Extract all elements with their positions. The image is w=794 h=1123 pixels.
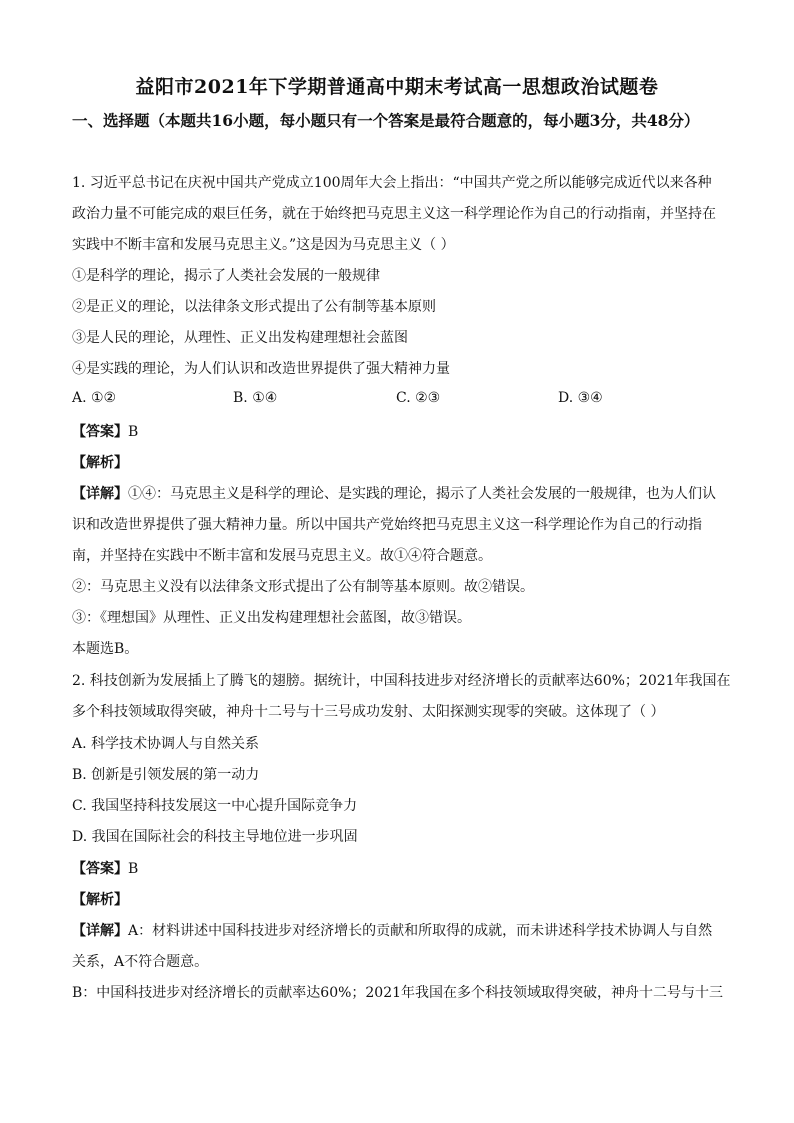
q1-detail-line-4: ②：马克思主义没有以法律条文形式提出了公有制等基本原则。故②错误。	[72, 579, 534, 595]
q1-item-4: ④是实践的理论，为人们认识和改造世界提供了强大精神力量	[72, 361, 450, 377]
q1-stem-line-3: 实践中不断丰富和发展马克思主义。”这是因为马克思主义（ ）	[72, 237, 455, 253]
answer-value: B	[128, 424, 139, 440]
q1-detail-line-2: 识和改造世界提供了强大精神力量。所以中国共产党始终把马克思主义这一科学理论作为自己的行动指	[72, 517, 702, 533]
q1-option-b: B. ①④	[233, 390, 278, 406]
answer-tag: 【答案】	[72, 861, 128, 877]
q2-detail-line-2: 关系，A不符合题意。	[72, 954, 209, 970]
q2-answer	[72, 858, 138, 878]
detail-text: ①④：马克思主义是科学的理论、是实践的理论，揭示了人类社会发展的一般规律，也为人们认	[128, 486, 716, 502]
page-title: 益阳市2021年下学期普通高中期末考试高一思想政治试题卷	[135, 76, 659, 98]
q1-option-c: C. ②③	[396, 390, 441, 406]
q1-detail-line-5: ③：《理想国》从理性、正义出发构建理想社会蓝图，故③错误。	[72, 610, 471, 626]
q2-option-c: C. 我国坚持科技发展这一中心提升国际竞争力	[72, 798, 358, 814]
detail-tag: 【详解】	[72, 486, 128, 502]
q2-stem-line-2: 多个科技领域取得突破，神舟十二号与十三号成功发射、太阳探测实现零的突破。这体现了（ ）	[72, 704, 665, 720]
q2-option-a: A. 科学技术协调人与自然关系	[72, 736, 260, 752]
answer-value: B	[128, 861, 139, 877]
q1-stem-line-2: 政治力量不可能完成的艰巨任务，就在于始终把马克思主义这一科学理论作为自己的行动指南，并坚持在	[72, 206, 716, 222]
q2-stem-line-1: 2. 科技创新为发展插上了腾飞的翅膀。据统计，中国科技进步对经济增长的贡献率达60%；2021年我国在	[72, 673, 731, 689]
q2-detail-line-1	[72, 920, 712, 940]
analysis-tag: 【解析】	[72, 892, 128, 908]
q1-detail-line-3: 南，并坚持在实践中不断丰富和发展马克思主义。故①④符合题意。	[72, 548, 492, 564]
q1-stem-line-1: 1. 习近平总书记在庆祝中国共产党成立100周年大会上指出：“中国共产党之所以能够完成近代以来各种	[72, 175, 712, 191]
q2-analysis	[72, 889, 128, 909]
q1-item-1: ①是科学的理论，揭示了人类社会发展的一般规律	[72, 268, 380, 284]
q1-answer	[72, 421, 138, 441]
analysis-tag: 【解析】	[72, 455, 128, 471]
answer-tag: 【答案】	[72, 424, 128, 440]
q2-detail-line-3: B：中国科技进步对经济增长的贡献率达60%；2021年我国在多个科技领域取得突破，神舟十二号与十三	[72, 985, 724, 1001]
q1-item-3: ③是人民的理论，从理性、正义出发构建理想社会蓝图	[72, 330, 408, 346]
q2-option-b: B. 创新是引领发展的第一动力	[72, 767, 260, 783]
q2-option-d: D. 我国在国际社会的科技主导地位进一步巩固	[72, 829, 358, 845]
q1-option-a: A. ①②	[72, 390, 117, 406]
detail-text: A：材料讲述中国科技进步对经济增长的贡献和所取得的成就，而未讲述科学技术协调人与自然	[128, 923, 713, 939]
q1-detail-line-1	[72, 483, 716, 503]
q1-detail-line-6: 本题选B。	[72, 641, 139, 657]
q1-item-2: ②是正义的理论，以法律条文形式提出了公有制等基本原则	[72, 299, 436, 315]
section-header: 一、选择题（本题共16小题，每小题只有一个答案是最符合题意的，每小题3分，共48分）	[72, 111, 700, 130]
q1-option-d: D. ③④	[558, 390, 603, 406]
q1-analysis	[72, 452, 128, 472]
detail-tag: 【详解】	[72, 923, 128, 939]
